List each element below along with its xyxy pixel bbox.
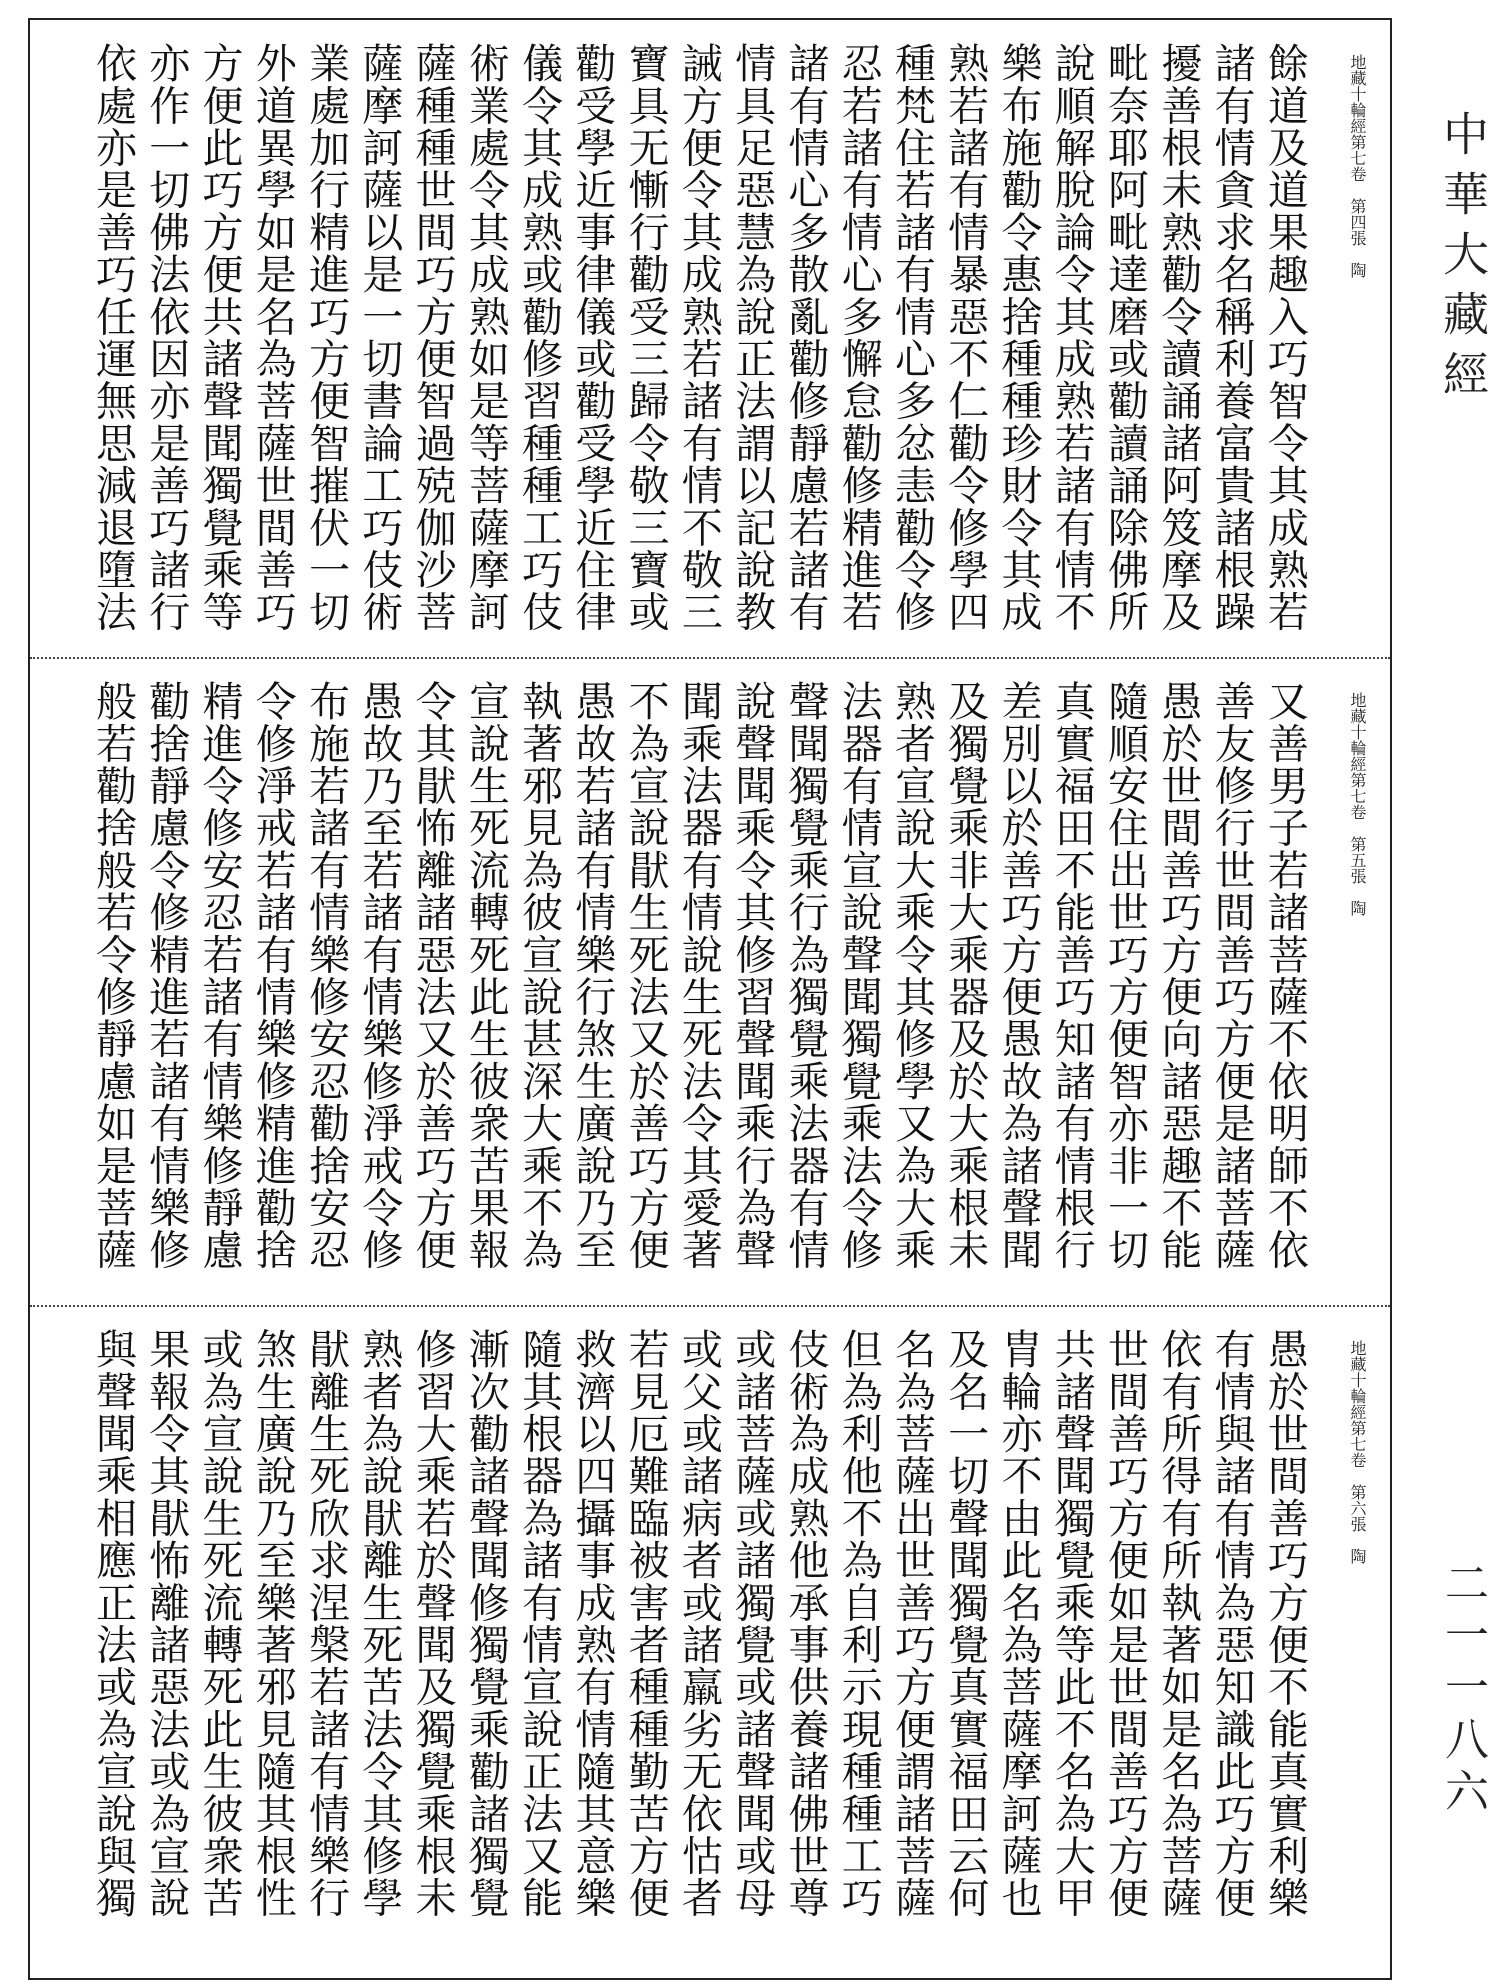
text-column: 依有所得有所執著如是名為菩薩 [1154,1328,1203,1919]
text-column: 宣說生死流轉死此生彼衆苦果報 [461,680,510,1271]
text-column: 亦作一切佛法依因亦是善巧諸行 [142,42,191,633]
text-column: 毗奈耶阿毗達磨或勸讀誦除佛所 [1101,42,1150,633]
text-column: 樂布施勸令惠捨種種珍財令其成 [994,42,1043,633]
text-column: 聲聞獨覺乘行為獨覺乘法器有情 [781,680,830,1271]
text-column: 伎術為成熟他承事供養諸佛世尊 [781,1328,830,1919]
text-column: 猒離生死欣求涅槃若諸有情樂行 [302,1328,351,1919]
text-column: 或為宣說生死流轉死此生彼衆苦 [195,1328,244,1919]
text-column: 擾善根未熟勸令讀誦諸阿笈摩及 [1154,42,1203,633]
text-column: 勸捨靜慮令修精進若諸有情樂修 [142,680,191,1271]
text-column: 愚故乃至若諸有情樂修淨戒令修 [355,680,404,1271]
text-column: 種梵住若諸有情心多忿恚勸令修 [887,42,936,633]
text-columns [88,1328,1310,1958]
text-column: 誡方便令其成熟若諸有情不敬三 [674,42,723,633]
text-column: 煞生廣說乃至樂著邪見隨其根性 [248,1328,297,1919]
text-column: 及名一切聲聞獨覺真實福田云何 [941,1328,990,1919]
text-column: 又善男子若諸菩薩不依明師不依 [1260,680,1309,1271]
text-column: 令修淨戒若諸有情樂修精進勸捨 [248,680,297,1271]
text-column: 儀令其成熟或勸修習種種工巧伎 [515,42,564,633]
text-column: 忍若諸有情心多懈怠勸修精進若 [834,42,883,633]
collection-title: 中華大藏經 [1436,110,1490,410]
text-panel-3 [38,1310,1380,1970]
text-column: 及獨覺乘非大乘器及於大乘根未 [941,680,990,1271]
text-column: 果報令其猒怖離諸惡法或為宣說 [142,1328,191,1919]
panel-divider [30,657,1390,659]
text-column: 愚於世間善巧方便向諸惡趣不能 [1154,680,1203,1271]
text-column: 若見厄難臨被害者種種勤苦方便 [621,1328,670,1919]
text-column: 寶具无慚行勸受三歸令敬三寶或 [621,42,670,633]
text-column: 名為菩薩出世善巧方便謂諸菩薩 [887,1328,936,1919]
text-column: 隨順安住出世巧方便智亦非一切 [1101,680,1150,1271]
text-column: 隨其根器為諸有情宣說正法又能 [515,1328,564,1919]
text-column: 熟者宣說大乘令其修學又為大乘 [887,680,936,1271]
text-column: 世間善巧方便如是世間善巧方便 [1101,1328,1150,1919]
text-column: 般若勸捨般若令修靜慮如是菩薩 [89,680,137,1271]
panel-header-note: 地藏十輪經第七卷 第六張 陶 [1348,1340,1367,1564]
text-column: 愚故若諸有情樂行煞生廣說乃至 [568,680,617,1271]
text-column: 或父或諸病者或諸羸劣无依怙者 [674,1328,723,1919]
text-column: 胄輪亦不由此名為菩薩摩訶薩也 [994,1328,1043,1919]
text-column: 修習大乘若於聲聞及獨覺乘根未 [408,1328,457,1919]
text-column: 真實福田不能善巧知諸有情根行 [1047,680,1096,1271]
text-column: 情具足惡慧為說正法謂以記說教 [728,42,777,633]
panel-header-note: 地藏十輪經第七卷 第四張 陶 [1348,54,1367,278]
text-panel-2 [38,662,1380,1302]
text-column: 與聲聞乘相應正法或為宣說與獨 [89,1328,137,1919]
text-column: 救濟以四攝事成熟有情隨其意樂 [568,1328,617,1919]
text-column: 執著邪見為彼宣說甚深大乘不為 [515,680,564,1271]
text-column: 布施若諸有情樂修安忍勸捨安忍 [302,680,351,1271]
panel-header-note: 地藏十輪經第七卷 第五張 陶 [1348,692,1367,916]
text-column: 漸次勸諸聲聞修獨覺乘勸諸獨覺 [461,1328,510,1919]
text-column: 有情與諸有情為惡知識此巧方便 [1207,1328,1256,1919]
page-number: 二一一八六 [1437,1560,1488,1820]
panel-divider [30,1305,1390,1307]
text-column: 或諸菩薩或諸獨覺或諸聲聞或母 [728,1328,777,1919]
text-column: 精進令修安忍若諸有情樂修靜慮 [195,680,244,1271]
text-column: 餘道及道果趣入巧智令其成熟若 [1260,42,1309,633]
text-columns [88,680,1310,1290]
text-column: 差別以於善巧方便愚故為諸聲聞 [994,680,1043,1271]
text-column: 聞乘法器有情說生死法令其愛著 [674,680,723,1271]
text-column: 愚於世間善巧方便不能真實利樂 [1260,1328,1309,1919]
text-column: 法器有情宣說聲聞獨覺乘法令修 [834,680,883,1271]
text-column: 薩摩訶薩以是一切書論工巧伎術 [355,42,404,633]
text-column: 諸有情貪求名稱利養富貴諸根躁 [1207,42,1256,633]
text-column: 善友修行世間善巧方便是諸菩薩 [1207,680,1256,1271]
text-panel-1 [38,24,1380,654]
text-column: 共諸聲聞獨覺乘等此不名為大甲 [1047,1328,1096,1919]
text-column: 勸受學近事律儀或勸受學近住律 [568,42,617,633]
text-column: 術業處令其成熟如是等菩薩摩訶 [461,42,510,633]
text-column: 熟若諸有情暴惡不仁勸令修學四 [941,42,990,633]
text-column: 不為宣說猒生死法又於善巧方便 [621,680,670,1271]
text-column: 令其猒怖離諸惡法又於善巧方便 [408,680,457,1271]
text-column: 依處亦是善巧任運無思減退墮法 [89,42,137,633]
text-columns [88,42,1310,642]
text-column: 諸有情心多散亂勸修靜慮若諸有 [781,42,830,633]
text-column: 說順解脫論令其成熟若諸有情不 [1047,42,1096,633]
text-column: 熟者為說猒離生死苦法令其修學 [355,1328,404,1919]
text-column: 但為利他不為自利示現種種工巧 [834,1328,883,1919]
text-column: 外道異學如是名為菩薩世間善巧 [248,42,297,633]
text-column: 薩種種世間巧方便智過殑伽沙菩 [408,42,457,633]
text-column: 方便此巧方便共諸聲聞獨覺乘等 [195,42,244,633]
text-column: 業處加行精進巧方便智摧伏一切 [302,42,351,633]
text-column: 說聲聞乘令其修習聲聞乘行為聲 [728,680,777,1271]
